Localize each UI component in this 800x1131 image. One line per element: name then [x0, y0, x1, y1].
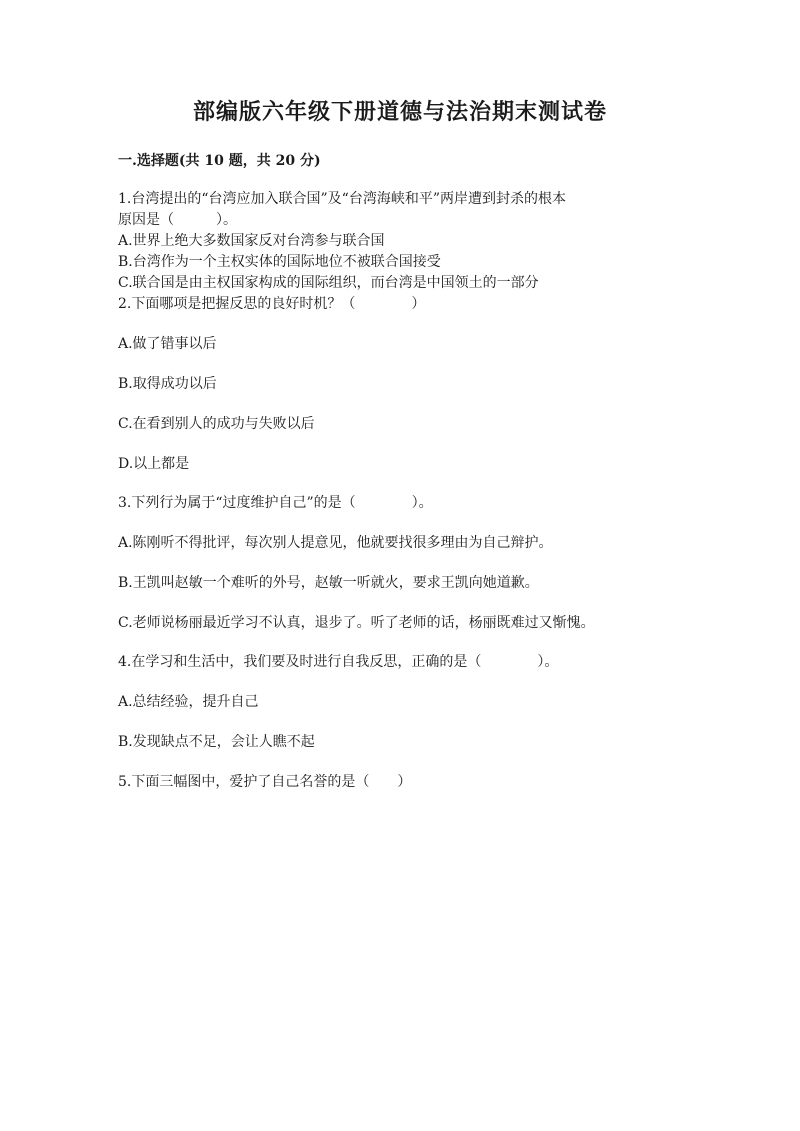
question-2-option-c: C.在看到别人的成功与失败以后	[118, 416, 315, 432]
question-1-option-b: B.台湾作为一个主权实体的国际地位不被联合国接受	[118, 254, 441, 270]
question-2-option-a: A.做了错事以后	[118, 336, 217, 352]
question-1-option-c: C.联合国是由主权国家构成的国际组织，而台湾是中国领土的一部分	[118, 275, 539, 291]
question-2-option-b: B.取得成功以后	[118, 376, 217, 392]
question-3-option-a: A.陈刚听不得批评，每次别人提意见，他就要找很多理由为自己辩护。	[118, 535, 553, 551]
question-3-option-c: C.老师说杨丽最近学习不认真，退步了。听了老师的话，杨丽既难过又惭愧。	[118, 615, 595, 631]
question-5-stem: 5.下面三幅图中，爱护了自己名誉的是（ ）	[118, 774, 412, 790]
question-1-stem-line-2: 原因是（ ）。	[118, 212, 237, 228]
question-1-option-a: A.世界上绝大多数国家反对台湾参与联合国	[118, 233, 385, 249]
question-2-option-d: D.以上都是	[118, 456, 190, 472]
question-4-option-a: A.总结经验，提升自己	[118, 694, 259, 710]
question-4-stem: 4.在学习和生活中，我们要及时进行自我反思，正确的是（ ）。	[118, 654, 559, 670]
question-2-stem: 2.下面哪项是把握反思的良好时机？（ ）	[118, 296, 426, 312]
question-3-stem: 3.下列行为属于“过度维护自己”的是（ ）。	[118, 495, 433, 511]
question-3-option-b: B.王凯叫赵敏一个难听的外号，赵敏一听就火，要求王凯向她道歉。	[118, 575, 539, 591]
section-heading: 一.选择题(共 10 题，共 20 分)	[118, 153, 321, 169]
question-1-stem-line-1: 1.台湾提出的“台湾应加入联合国”及“台湾海峡和平”两岸遭到封杀的根本	[118, 191, 566, 207]
page-title: 部编版六年级下册道德与法治期末测试卷	[192, 99, 607, 125]
question-4-option-b: B.发现缺点不足，会让人瞧不起	[118, 734, 315, 750]
